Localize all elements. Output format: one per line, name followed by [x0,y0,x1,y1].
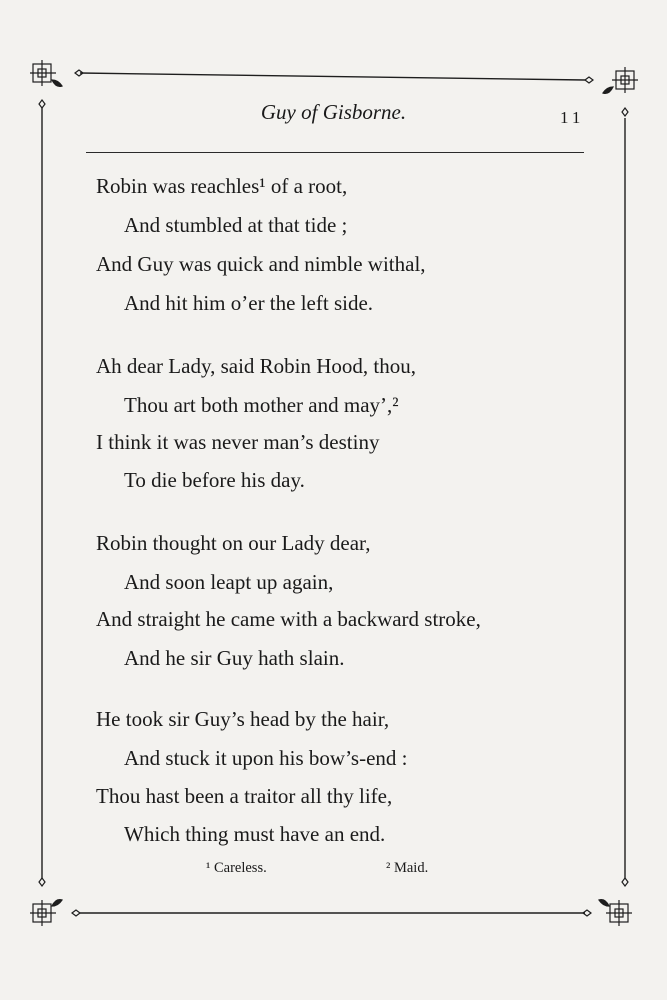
poem-line: And he sir Guy hath slain. [124,646,345,670]
header-rule [86,152,584,153]
poem-line: Robin was reachles¹ of a root, [96,174,348,198]
poem-line: Which thing must have an end. [124,822,386,846]
footnote: ¹ Careless. [206,860,267,876]
corner-ornament-bottom-left [30,878,80,926]
poem-line: Robin thought on our Lady dear, [96,531,371,555]
poem-line: Thou art both mother and may’,² [124,393,399,417]
poem-line: Ah dear Lady, said Robin Hood, thou, [96,354,417,378]
poem-line: I think it was never man’s destiny [96,430,380,454]
poem-line: And stuck it upon his bow’s-end : [124,746,408,770]
page-number: 11 [560,108,585,127]
poem-line: And hit him o’er the left side. [124,291,374,315]
poem-line: He took sir Guy’s head by the hair, [96,707,390,731]
running-title: Guy of Gisborne. [260,100,407,124]
poem-line: And stumbled at that tide ; [124,213,348,237]
poem-line: And straight he came with a backward stroke, [96,607,481,631]
footnote: ² Maid. [386,860,429,876]
poem-line: And soon leapt up again, [124,570,334,594]
poem-line: Thou hast been a traitor all thy life, [96,784,393,808]
poem-line: And Guy was quick and nimble withal, [96,252,426,276]
corner-ornament-bottom-right [583,878,632,926]
poem-line: To die before his day. [124,468,305,492]
